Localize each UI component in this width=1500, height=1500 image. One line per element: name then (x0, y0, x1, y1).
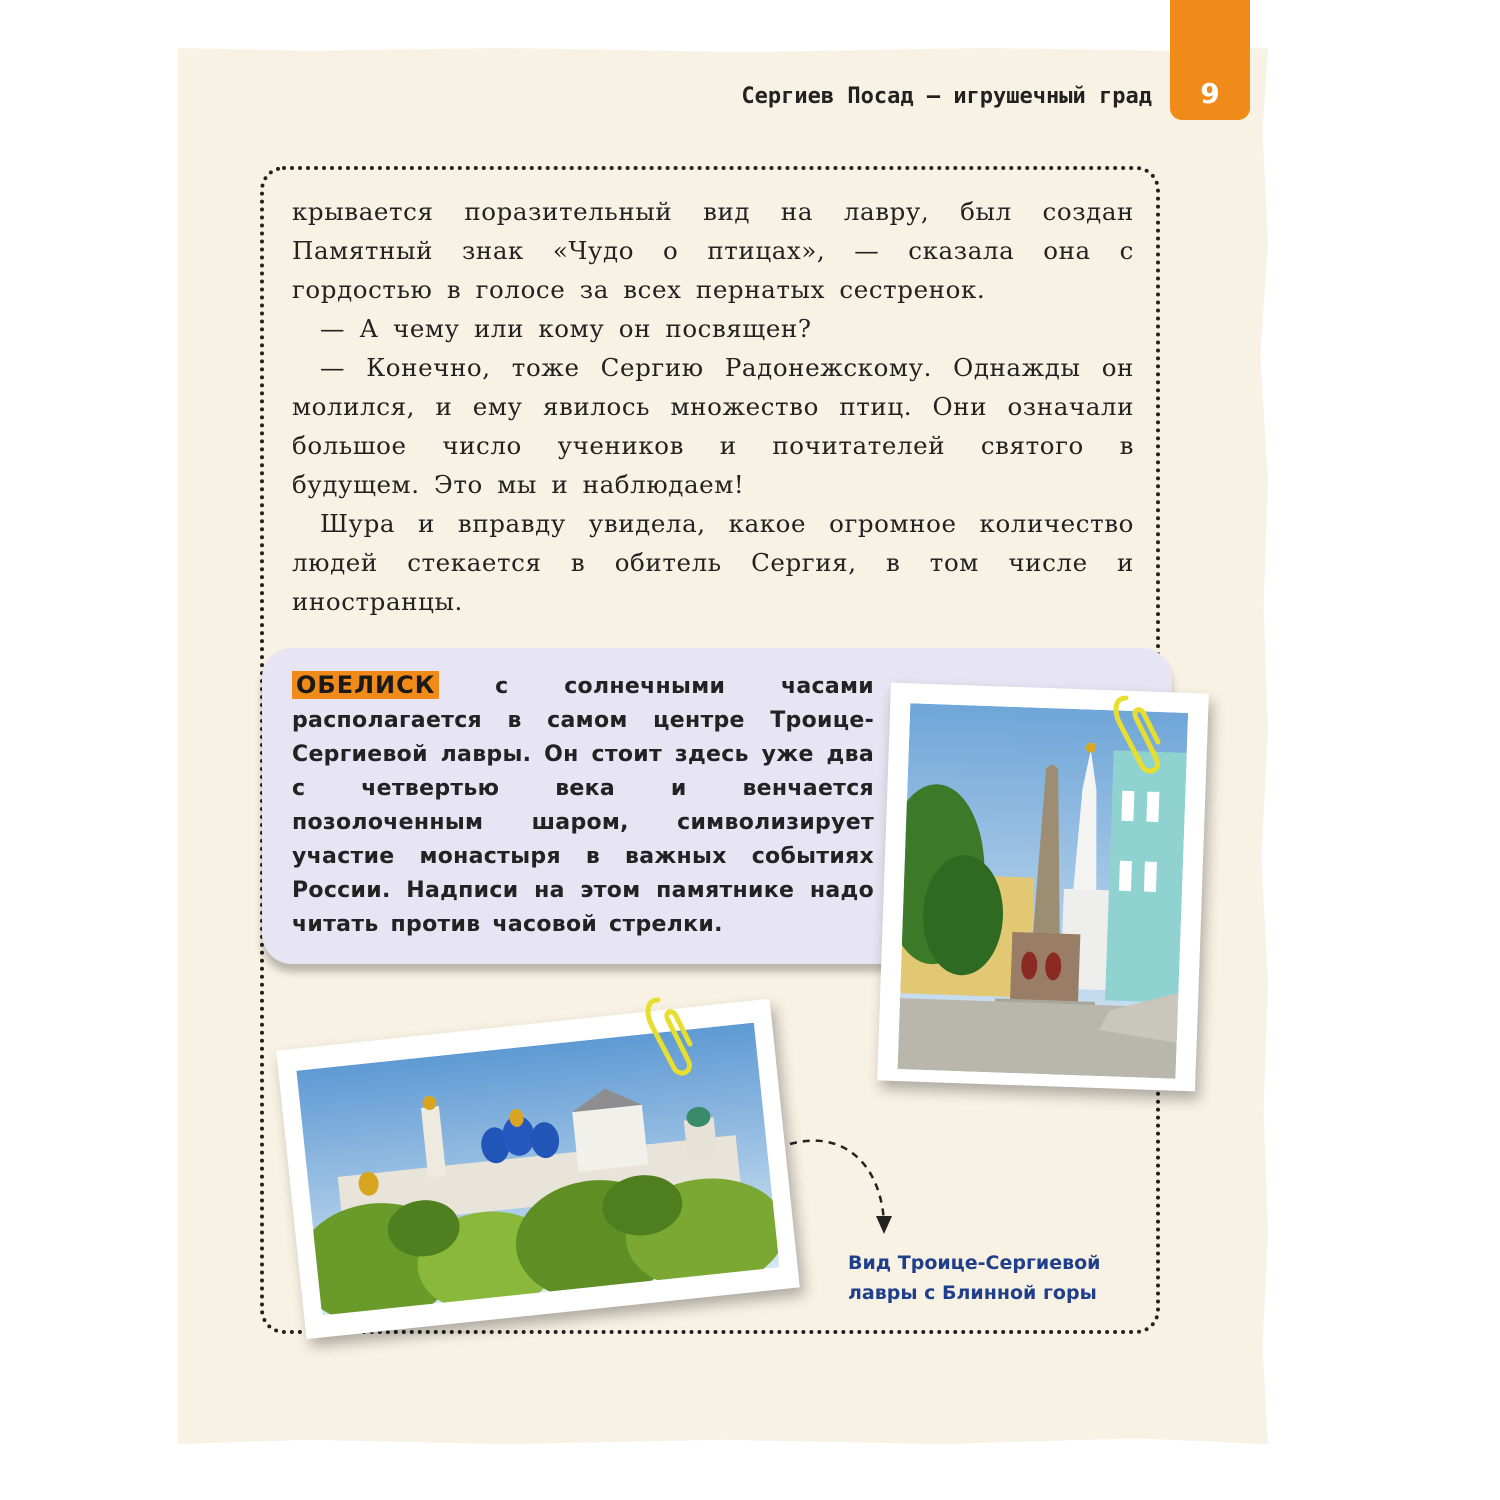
story-paragraph: — Конечно, тоже Сергию Радонежскому. Однажды он молился, и ему явилось множество птиц. Они означали большое число учеников и почитателей святого в будущем. Это мы и наблюдаем! (292, 353, 1134, 499)
lavra-photo-image (296, 1023, 779, 1316)
info-body: с солнечными часами располагается в самом центре Троице-Сергиевой лавры. Он стоит здесь уже два с четвертью века и венчается позолоченным шаром, символизирует участие монастыря в важных событиях России. Надписи на этом памятнике надо читать против часовой стрелки. (292, 674, 874, 937)
paperclip-icon (1112, 694, 1162, 774)
story-paragraph: Шура и вправду увидела, какое огромное количество людей стекается в обитель Сергия, в том числе и иностранцы. (292, 509, 1134, 616)
page-number-tab (1170, 0, 1250, 120)
story-paragraph: — А чему или кому он посвящен? (320, 314, 812, 343)
paperclip-icon (644, 996, 694, 1076)
caption-line: лавры с Блинной горы (848, 1282, 1097, 1304)
photo-caption (848, 1248, 1138, 1308)
running-head: Сергиев Посад – игрушечный град (741, 84, 1152, 109)
caption-line: Вид Троице-Сергиевой (848, 1252, 1101, 1274)
page-number: 9 (1200, 77, 1220, 110)
story-text (292, 192, 1134, 621)
info-text (292, 668, 874, 942)
lavra-photo (276, 999, 800, 1339)
keyword-highlight: ОБЕЛИСК (292, 671, 439, 699)
story-paragraph: крывается поразительный вид на лавру, был создан Памятный знак «Чудо о птицах», — сказала она с гордостью в голосе за всех пернатых сестренок. (292, 197, 1134, 304)
dashed-arrow-icon (780, 1130, 900, 1240)
